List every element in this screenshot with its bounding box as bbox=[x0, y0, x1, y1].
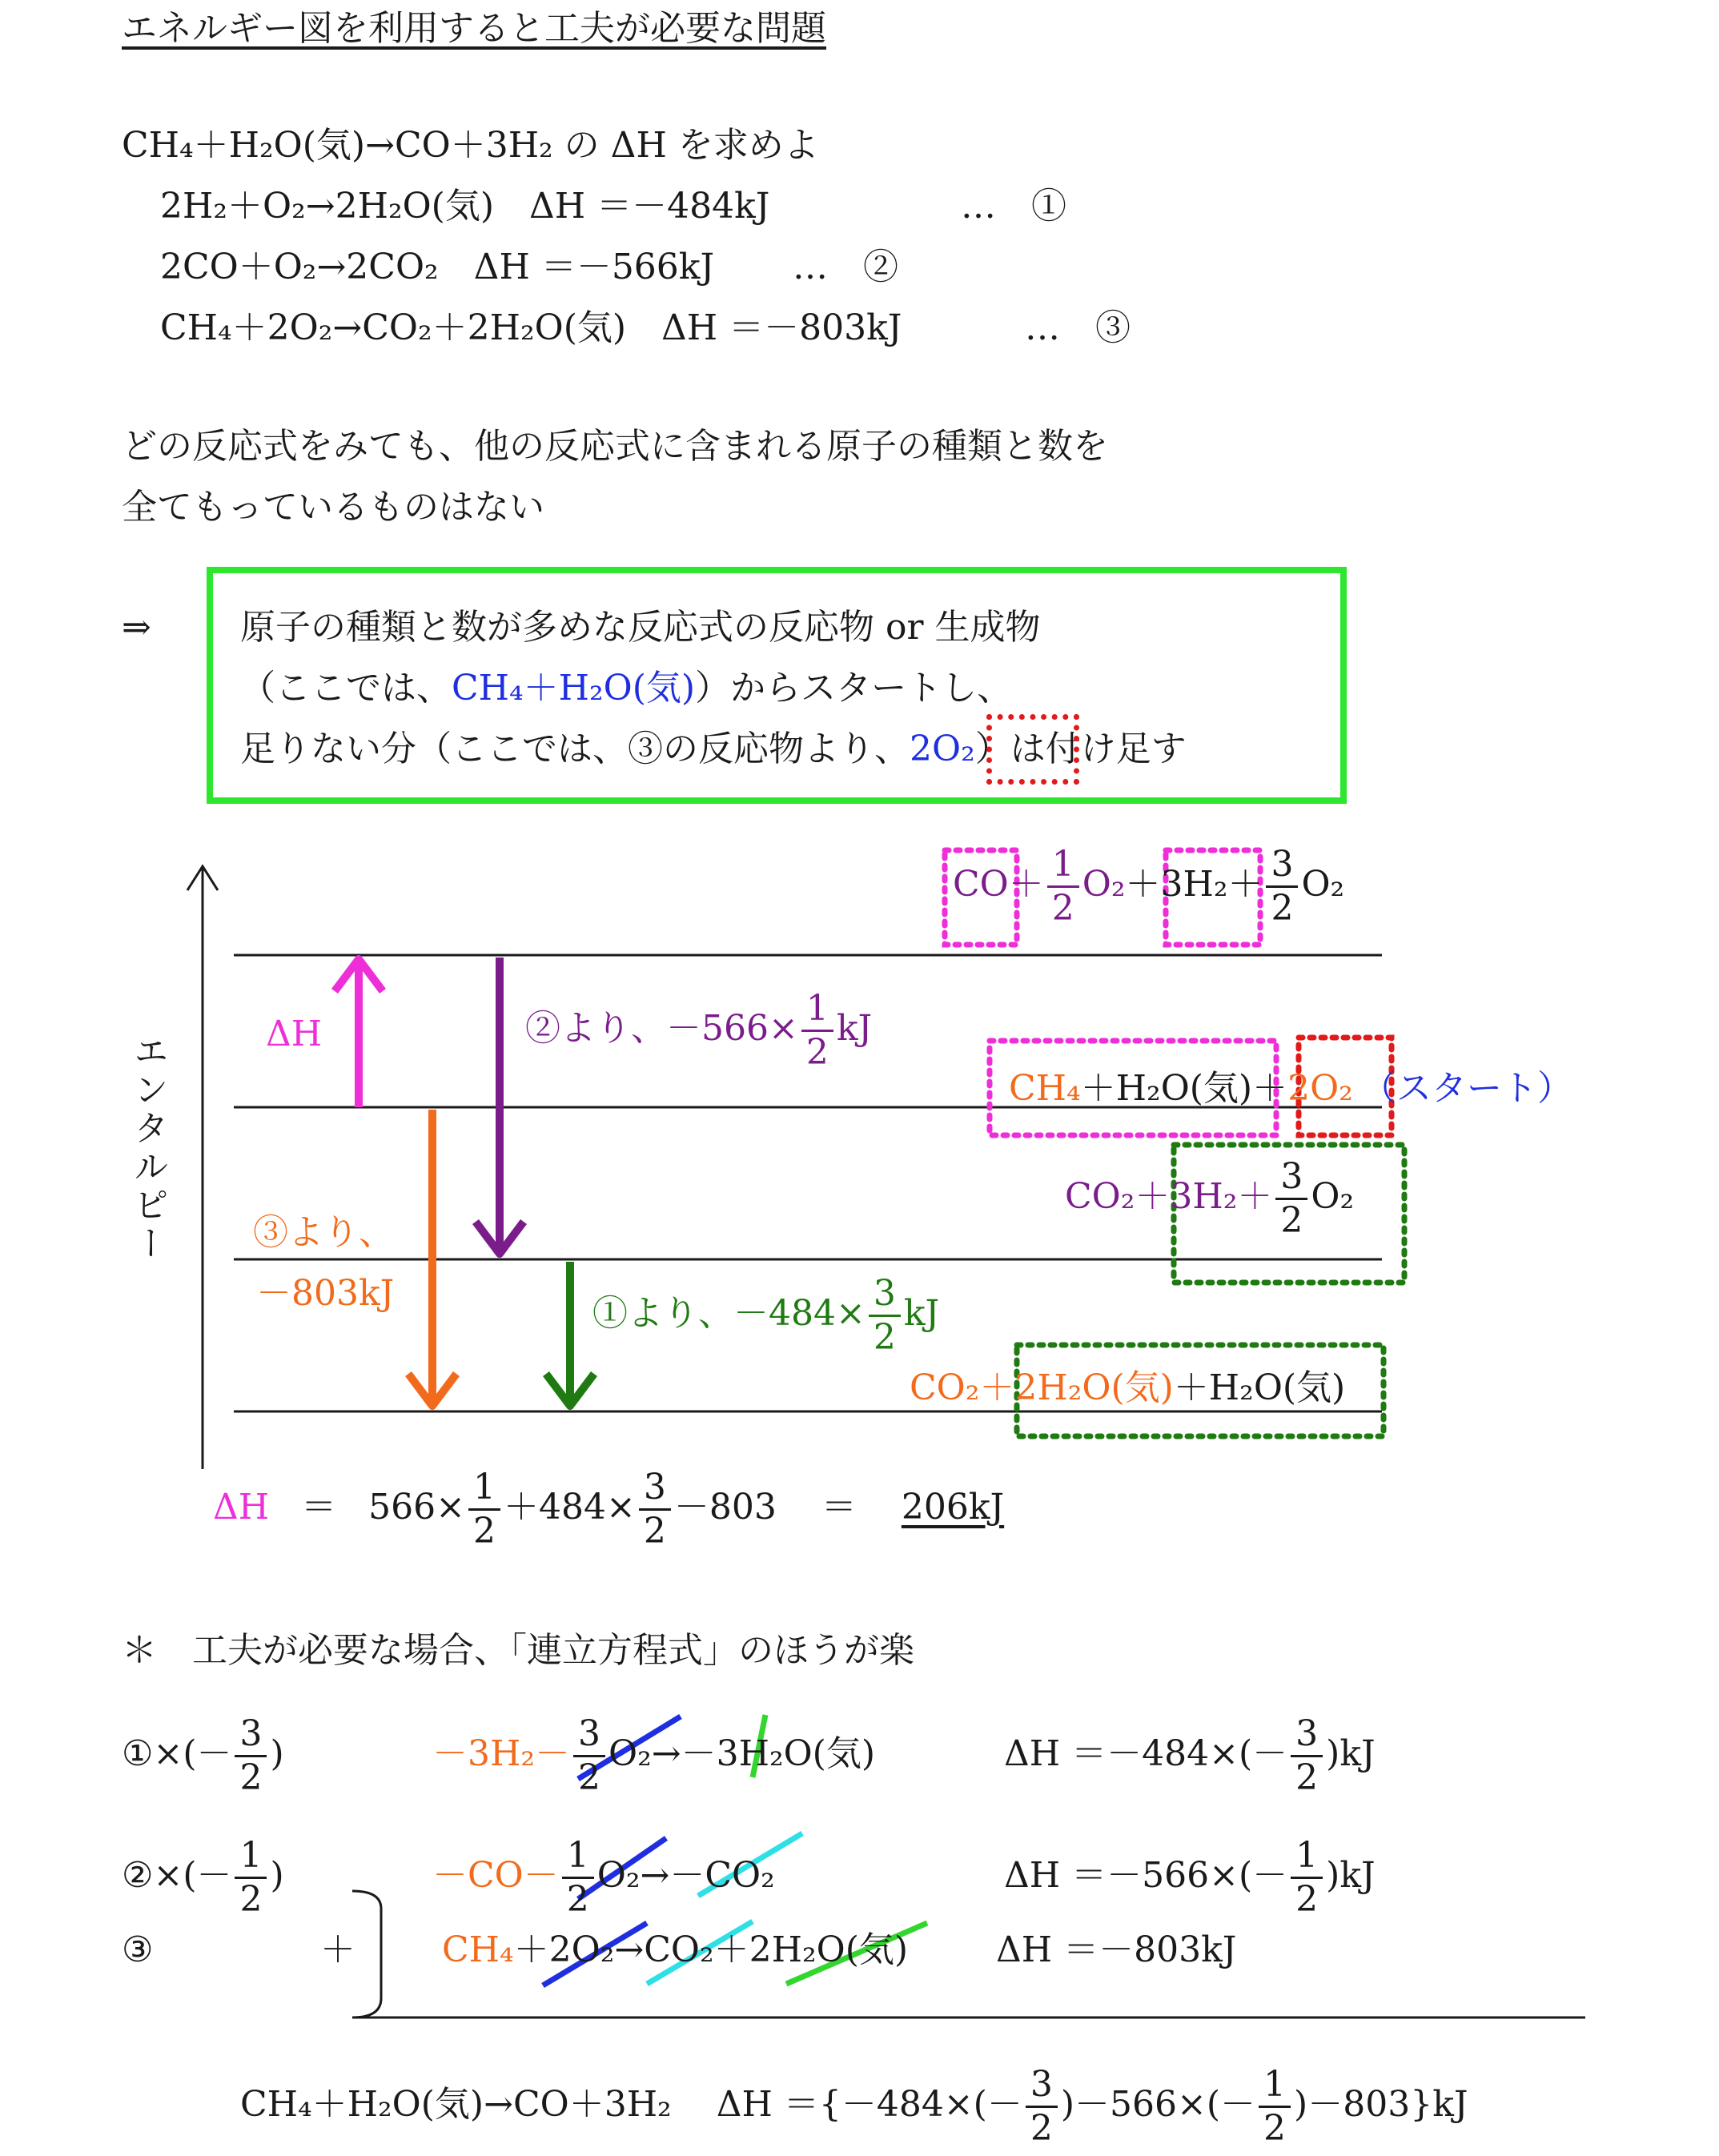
equation-1-number: … ① bbox=[961, 186, 1066, 227]
frac-den: 2 bbox=[473, 1511, 496, 1552]
level4-h2o: ＋H₂O(気) bbox=[1173, 1367, 1346, 1408]
frac-num: 1 bbox=[235, 1838, 267, 1879]
level1-three-half bbox=[1266, 844, 1298, 929]
arrow-1-unit: kJ bbox=[903, 1293, 940, 1334]
result-answer: 206kJ bbox=[901, 1487, 1005, 1528]
alt-row1-dh bbox=[1004, 1713, 1376, 1798]
equation-1: 2H₂＋O₂→2H₂O(気) ΔH ＝－484kJ bbox=[160, 186, 770, 227]
level3-species bbox=[1065, 1156, 1355, 1241]
frac-den: 2 bbox=[873, 1317, 896, 1358]
r1-frac bbox=[235, 1713, 267, 1798]
alt-row2-label bbox=[122, 1835, 284, 1920]
arrow-3-label-2: －803kJ bbox=[256, 1273, 395, 1314]
r2-label: ②×(－ bbox=[122, 1855, 232, 1896]
alt-row3-plus: ＋ bbox=[320, 1929, 355, 1970]
result-term1: 566× bbox=[368, 1487, 466, 1528]
result-term3: －803 bbox=[673, 1487, 777, 1528]
r2-mid: O₂→－CO₂ bbox=[596, 1855, 775, 1896]
final-dh: ΔH ＝{－484×(－ bbox=[716, 2084, 1022, 2125]
level2-start-label: （スタート） bbox=[1360, 1068, 1572, 1109]
level4-species bbox=[910, 1367, 1346, 1408]
frac-den: 2 bbox=[239, 1757, 263, 1798]
r2-dh: ΔH ＝－566×(－ bbox=[1004, 1855, 1288, 1896]
sum-bracket bbox=[352, 1891, 381, 2017]
r1-dh-end: )kJ bbox=[1326, 1733, 1376, 1774]
box-line-3-post: ）は付け足す bbox=[974, 729, 1187, 769]
frac-num: 3 bbox=[573, 1716, 605, 1757]
dh-label: ΔH bbox=[266, 1014, 323, 1054]
frac-den: 2 bbox=[1263, 2108, 1287, 2149]
r2-frac bbox=[235, 1835, 267, 1920]
frac-den: 2 bbox=[1295, 1879, 1319, 1920]
arrow-3-label-1: ③より、 bbox=[253, 1212, 394, 1253]
r1-react: －3H₂－ bbox=[432, 1733, 571, 1774]
frac-den: 2 bbox=[566, 1879, 589, 1920]
frac-num: 3 bbox=[1275, 1159, 1307, 1200]
frac-den: 2 bbox=[1030, 2108, 1053, 2149]
enthalpy-axis bbox=[187, 866, 218, 1469]
r2-close: ) bbox=[270, 1855, 284, 1896]
arrow-1-label bbox=[592, 1273, 940, 1358]
implies-arrow: ⇒ bbox=[122, 607, 151, 648]
final-mid: )－566×(－ bbox=[1060, 2084, 1256, 2125]
r2-eq-frac bbox=[562, 1835, 594, 1920]
equation-3-number: … ③ bbox=[1025, 307, 1131, 348]
frac-num: 1 bbox=[801, 991, 833, 1032]
frac-num: 1 bbox=[1047, 847, 1079, 888]
frac-den: 2 bbox=[578, 1757, 601, 1798]
equation-3: CH₄＋2O₂→CO₂＋2H₂O(気) ΔH ＝－803kJ bbox=[160, 307, 902, 348]
arrow-3-down bbox=[408, 1110, 456, 1406]
r1-dh: ΔH ＝－484×(－ bbox=[1004, 1733, 1288, 1774]
arrow-2-down bbox=[476, 958, 524, 1254]
frac-den: 2 bbox=[805, 1032, 829, 1073]
frac-num: 3 bbox=[1291, 1716, 1323, 1757]
frac-num: 3 bbox=[869, 1276, 901, 1317]
frac-den: 2 bbox=[1295, 1757, 1319, 1798]
frac-den: 2 bbox=[1271, 888, 1294, 929]
box-line-2-pre: （ここでは、 bbox=[240, 668, 452, 709]
alt-row2-eq bbox=[432, 1835, 775, 1920]
frac-num: 1 bbox=[562, 1838, 594, 1879]
result-three-half bbox=[639, 1467, 671, 1552]
level2-species bbox=[1009, 1068, 1572, 1109]
result-term2: ＋484× bbox=[504, 1487, 636, 1528]
level1-plus: ＋ bbox=[1008, 864, 1044, 905]
frac-den: 2 bbox=[1280, 1200, 1303, 1241]
level1-o2: O₂ bbox=[1082, 864, 1126, 905]
final-equation bbox=[240, 2064, 1468, 2149]
frac-num: 3 bbox=[1026, 2067, 1058, 2108]
result-eq: ＝ bbox=[301, 1487, 337, 1528]
level1-half bbox=[1047, 844, 1079, 929]
frac-den: 2 bbox=[1051, 888, 1074, 929]
box-line-2-post: ）からスタートし、 bbox=[695, 668, 1013, 709]
equation-2: 2CO＋O₂→2CO₂ ΔH ＝－566kJ bbox=[160, 247, 715, 287]
r1-eq-frac bbox=[573, 1713, 605, 1798]
level4-co2: CO₂＋ bbox=[910, 1367, 1015, 1408]
frac-num: 3 bbox=[235, 1716, 267, 1757]
arrow-2-text: ②より、－566× bbox=[525, 1008, 798, 1049]
alt-row3-label: ③ bbox=[122, 1929, 154, 1970]
r2-react: －CO－ bbox=[432, 1855, 559, 1896]
level2-ch4: CH₄ bbox=[1009, 1068, 1081, 1109]
frac-num: 1 bbox=[468, 1470, 500, 1511]
frac-den: 2 bbox=[239, 1879, 263, 1920]
frac-num: 3 bbox=[1266, 847, 1298, 888]
level2-h2o: ＋H₂O(気)＋ bbox=[1080, 1068, 1288, 1109]
r1-close: ) bbox=[270, 1733, 284, 1774]
frac-den: 2 bbox=[643, 1511, 666, 1552]
result-equation bbox=[213, 1467, 1005, 1552]
level4-2h2o: 2H₂O(気) bbox=[1014, 1367, 1174, 1408]
alt-heading: ＊ 工夫が必要な場合、「連立方程式」のほうが楽 bbox=[122, 1630, 914, 1671]
box-line-3-pre: 足りない分（ここでは、③の反応物より、 bbox=[240, 729, 910, 769]
level1-co: CO bbox=[953, 864, 1009, 905]
final-eq: CH₄＋H₂O(気)→CO＋3H₂ bbox=[240, 2084, 672, 2125]
arrow-1-text: ①より、－484× bbox=[592, 1293, 866, 1334]
r1-mid: O₂→－3H₂O(気) bbox=[608, 1733, 876, 1774]
added-oxygen: 2O₂ bbox=[910, 729, 975, 769]
r2-dh-frac bbox=[1291, 1835, 1323, 1920]
page-title: エネルギー図を利用すると工夫が必要な問題 bbox=[122, 8, 826, 49]
equation-2-number: … ② bbox=[793, 247, 898, 287]
final-end: )－803}kJ bbox=[1294, 2084, 1468, 2125]
level2-o2: 2O₂ bbox=[1287, 1068, 1353, 1109]
level1-species bbox=[953, 844, 1345, 929]
r3-react: CH₄ bbox=[442, 1929, 514, 1970]
note-line-1: どの反応式をみても、他の反応式に含まれる原子の種類と数を bbox=[122, 426, 1108, 467]
r3-mid: ＋2O₂→CO₂＋2H₂O(気) bbox=[513, 1929, 909, 1970]
level3-three-half bbox=[1275, 1156, 1307, 1241]
dh-arrow-up bbox=[335, 959, 383, 1107]
axis-label: エンタルピー bbox=[127, 1033, 168, 1263]
r1-label: ①×(－ bbox=[122, 1733, 232, 1774]
question: CH₄＋H₂O(気)→CO＋3H₂ の ΔH を求めよ bbox=[122, 125, 819, 166]
final-three-half bbox=[1026, 2064, 1058, 2149]
arrow-2-unit: kJ bbox=[836, 1008, 873, 1049]
frac-num: 1 bbox=[1259, 2067, 1291, 2108]
arrow-2-label bbox=[525, 988, 873, 1073]
level3-o2: O₂ bbox=[1311, 1176, 1355, 1217]
r2-dh-end: )kJ bbox=[1326, 1855, 1376, 1896]
level3-co2-h2: CO₂＋3H₂＋ bbox=[1065, 1176, 1273, 1217]
alt-row1-eq bbox=[432, 1713, 876, 1798]
alt-row1-label bbox=[122, 1713, 284, 1798]
note-line-2: 全てもっているものはない bbox=[122, 487, 544, 528]
frac-num: 1 bbox=[1291, 1838, 1323, 1879]
r1-dh-frac bbox=[1291, 1713, 1323, 1798]
level1-o2b: O₂ bbox=[1301, 864, 1345, 905]
frac-num: 3 bbox=[639, 1470, 671, 1511]
arrow-1-down bbox=[546, 1262, 594, 1406]
result-dh: ΔH bbox=[213, 1487, 270, 1528]
start-species: CH₄＋H₂O(気) bbox=[452, 668, 696, 709]
arrow-1-three-half bbox=[869, 1273, 901, 1358]
level1-h2: ＋3H₂＋ bbox=[1125, 864, 1263, 905]
alt-row2-dh bbox=[1004, 1835, 1376, 1920]
box-line-1: 原子の種類と数が多めな反応式の反応物 or 生成物 bbox=[240, 607, 1041, 648]
alt-row3-dh: ΔH ＝－803kJ bbox=[996, 1929, 1237, 1970]
final-half bbox=[1259, 2064, 1291, 2149]
arrow-2-half bbox=[801, 988, 833, 1073]
alt-row3-eq bbox=[442, 1929, 909, 1970]
result-half bbox=[468, 1467, 500, 1552]
result-eq2: ＝ bbox=[821, 1487, 857, 1528]
